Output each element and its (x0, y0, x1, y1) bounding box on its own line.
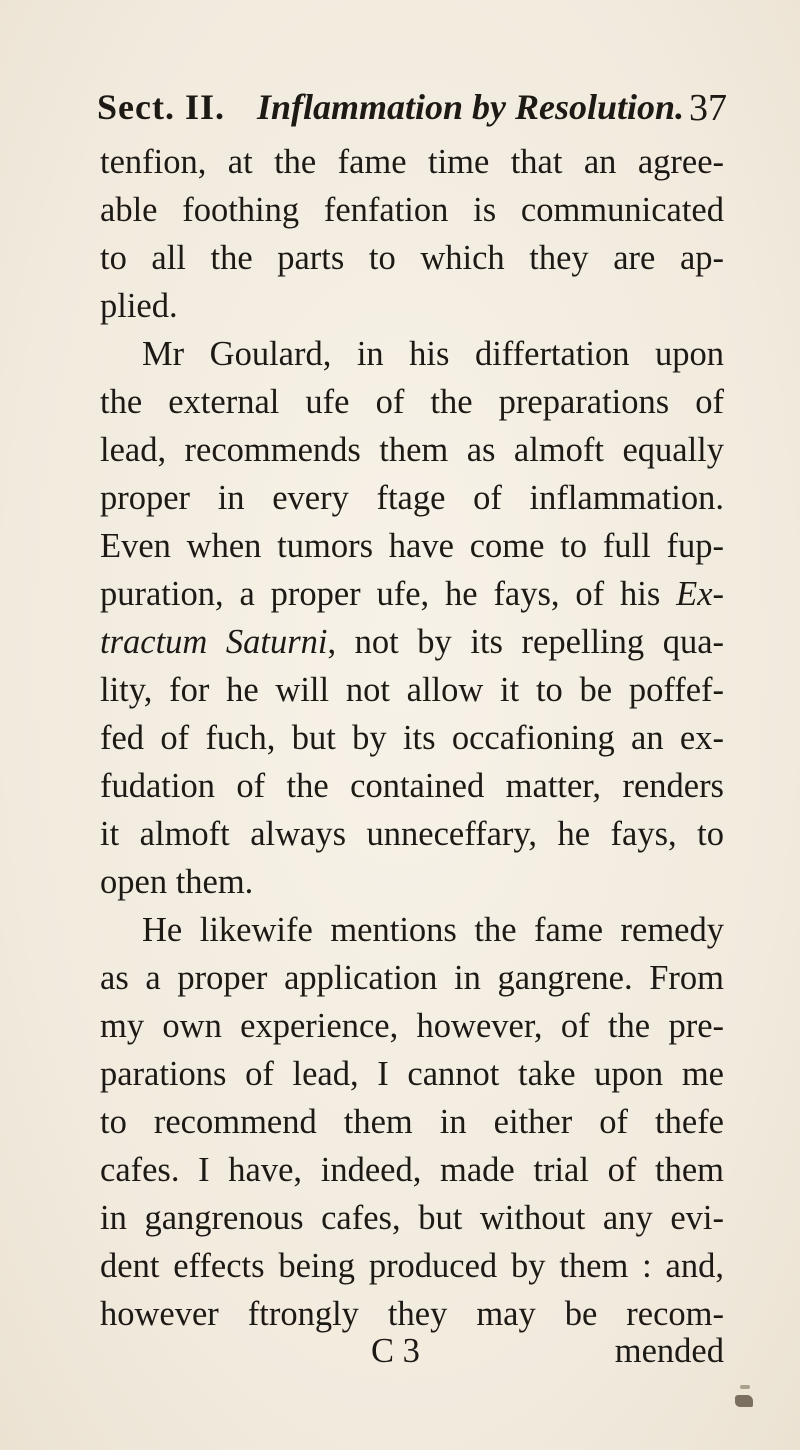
text-line: proper in every ftage of inflammation. (100, 479, 724, 517)
signature-mark: C 3 (371, 1332, 420, 1370)
text-line: able foothing fenfation is communicated (100, 191, 724, 229)
text-line: however ftrongly they may be recom- (100, 1295, 724, 1333)
text-line: to recommend them in either of thefe (100, 1103, 724, 1141)
text-line: as a proper application in gangrene. From (100, 959, 724, 997)
text-line: fed of fuch, but by its occafioning an ex- (100, 719, 724, 757)
italic-term: Ex- (676, 575, 725, 613)
text-line: in gangrenous cafes, but without any evi- (100, 1199, 724, 1237)
section-label: Sect. II. (97, 87, 225, 127)
text-line: my own experience, however, of the pre- (100, 1007, 724, 1045)
text-line (100, 618, 724, 666)
text-line: lity, for he will not allow it to be poffef- (100, 671, 724, 709)
text-line: Even when tumors have come to full fup- (100, 527, 724, 565)
text-line: tenfion, at the fame time that an agree- (100, 143, 724, 181)
ink-blemish (735, 1395, 753, 1407)
text-line: Mr Goulard, in his differtation upon (142, 335, 724, 373)
text-line: it almoft always unneceffary, he fays, to (100, 815, 724, 853)
text-line: fudation of the contained matter, renders (100, 767, 724, 805)
text-line: parations of lead, I cannot take upon me (100, 1055, 724, 1093)
page-header (97, 86, 727, 136)
running-title: Inflammation by Resolution. (257, 87, 685, 127)
italic-term: tractum Saturni (100, 623, 328, 661)
page-number: 37 (689, 87, 727, 129)
text-line: cafes. I have, indeed, made trial of them (100, 1151, 724, 1189)
text-line: He likewife mentions the fame remedy (142, 911, 724, 949)
text-line: lead, recommends them as almoft equally (100, 431, 724, 469)
ink-blemish (740, 1385, 750, 1389)
text-line-part: puration, a proper ufe, he fays, of his (100, 575, 661, 613)
catchword: mended (614, 1332, 724, 1370)
text-line-part: , not by its repelling qua- (327, 623, 724, 661)
text-line: to all the parts to which they are ap- (100, 239, 724, 277)
text-line: dent effects being produced by them : and, (100, 1247, 724, 1285)
text-line (100, 570, 724, 618)
text-line: open them. (100, 863, 254, 901)
text-line: plied. (100, 287, 178, 325)
text-line: the external ufe of the preparations of (100, 383, 724, 421)
page-footer (100, 1327, 724, 1375)
